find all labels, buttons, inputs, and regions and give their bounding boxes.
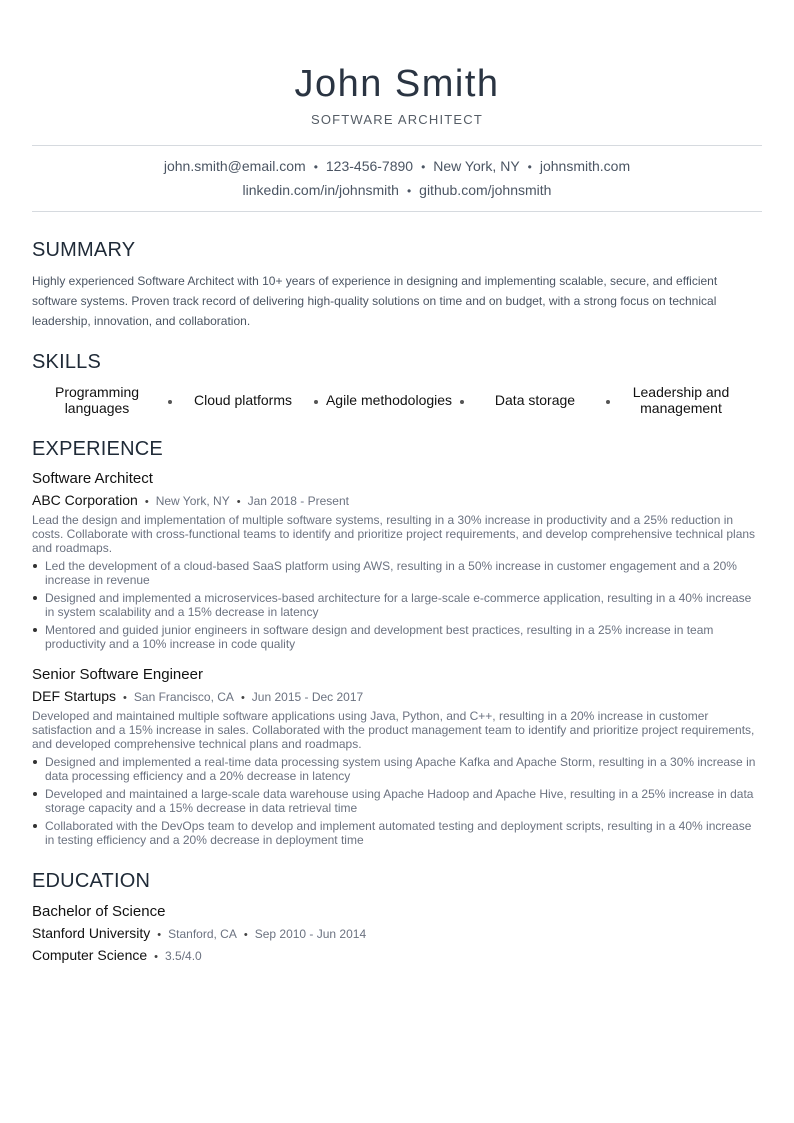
separator-dot: • [123,692,127,704]
separator-dot: • [154,951,159,963]
job-company: DEF Startups [32,688,117,704]
bullet-dot [33,596,37,600]
achievement-item [32,623,762,651]
job-location: San Francisco, CA [133,690,234,704]
candidate-role: SOFTWARE ARCHITECT [310,112,484,127]
experience-section [32,437,762,847]
separator-dot: • [240,692,245,704]
candidate-name: John Smith [294,63,500,105]
achievement-item [32,787,762,815]
job-meta [32,491,762,511]
bullet-dot [33,792,37,796]
job-description: Lead the design and implementation of multiple software systems, resulting in a 30% increase in productivity and a 25% reduction in costs. Collaborate with cross-functional teams to identify and prioritize project requirements, and develop comprehensive technical plans and roadmaps. [32,513,756,555]
job-achievements [32,755,762,847]
education-gpa: 3.5/4.0 [165,949,202,963]
job-achievements [32,559,762,651]
resume-header [32,0,762,128]
bullet-dot [33,628,37,632]
job-title: Senior Software Engineer [32,666,203,683]
job-company: ABC Corporation [32,492,138,508]
education-school-line [32,924,762,944]
bullet-dot [460,400,464,404]
contact-email[interactable]: john.smith@email.com [163,158,306,174]
separator-dot: • [236,496,241,508]
achievement-text: Developed and maintained a large-scale data warehouse using Apache Hadoop and Apache Hive, resulting in a 25% increase in data storage capacity and a 15% decrease in data retrieval time [45,787,754,815]
skills-heading: SKILLS [32,351,102,373]
separator-dot: • [527,160,532,174]
achievement-item [32,819,762,847]
experience-heading: EXPERIENCE [32,438,163,460]
contact-line-1 [32,155,762,179]
education-heading: EDUCATION [32,870,151,892]
bullet-dot [606,400,610,404]
contact-linkedin[interactable]: linkedin.com/in/johnsmith [242,182,399,198]
contact-line-2 [32,179,762,203]
contact-website[interactable]: johnsmith.com [539,158,631,174]
job-title: Software Architect [32,470,153,487]
education-major-line [32,946,762,966]
contact-github[interactable]: github.com/johnsmith [419,182,552,198]
skill-item: Agile methodologies [325,392,453,408]
contact-phone[interactable]: 123-456-7890 [325,158,414,174]
skill-item: Cloud platforms [193,392,293,408]
bullet-dot [33,564,37,568]
education-degree: Bachelor of Science [32,903,166,920]
separator-dot: • [144,496,149,508]
contact-info [32,145,762,212]
skill-item: Data storage [494,392,576,408]
achievement-text: Designed and implemented a real-time data processing system using Apache Kafka and Apache Storm, resulting in a 30% increase in data processing efficiency and a 20% decrease in latency [45,755,756,783]
achievement-text: Led the development of a cloud-based SaaS platform using AWS, resulting in a 50% increase in customer engagement and a 20% increase in revenue [45,559,737,587]
job-dates: Jan 2018 - Present [247,494,349,508]
separator-dot: • [243,929,248,941]
separator-dot: • [313,160,318,174]
contact-location: New York, NY [433,158,520,174]
bullet-dot [33,760,37,764]
job-description: Developed and maintained multiple software applications using Java, Python, and C++, resulting in a 20% increase in customer satisfaction and a 15% increase in sales. Collaborated with the product management team to identify and prioritize project requirements, and developed comprehensive technical plans and roadmaps. [32,709,755,751]
summary-text: Highly experienced Software Architect with 10+ years of experience in designing and implementing scalable, secure, and efficient software systems. Proven track record of delivering high-quality solutions on time and on budget, with a strong focus on technical leadership, innovation, and collaboration. [32,274,718,328]
separator-dot: • [421,160,426,174]
resume-page [32,0,762,966]
bullet-dot [314,400,318,404]
education-major: Computer Science [32,947,148,963]
education-section [32,869,762,966]
job-entry [32,665,762,847]
skill-separator [162,391,178,409]
separator-dot: • [406,184,412,198]
education-location: Stanford, CA [168,927,237,941]
summary-heading: SUMMARY [32,239,136,261]
achievement-item [32,591,762,619]
job-meta [32,687,762,707]
separator-dot: • [157,929,162,941]
bullet-dot [168,400,172,404]
education-dates: Sep 2010 - Jun 2014 [254,927,367,941]
skill-item: Programming languages [54,384,140,416]
achievement-item [32,559,762,587]
achievement-text: Collaborated with the DevOps team to develop and implement automated testing and deployment scripts, resulting in a 40% increase in testing efficiency and a 20% decrease in deployment time [45,819,752,847]
job-entry [32,469,762,651]
bullet-dot [33,824,37,828]
achievement-text: Designed and implemented a microservices-based architecture for a large-scale e-commerce application, resulting in a 40% increase in system scalability and a 15% decrease in latency [45,591,752,619]
achievement-text: Mentored and guided junior engineers in software design and development best practices, resulting in a 25% increase in team productivity and a 10% increase in code quality [45,623,714,651]
skills-section [32,350,762,417]
job-location: New York, NY [155,494,230,508]
summary-section [32,238,762,331]
skill-separator [454,391,470,409]
education-school: Stanford University [32,925,151,941]
job-dates: Jun 2015 - Dec 2017 [251,690,364,704]
skill-item: Leadership and management [632,384,730,416]
skill-separator [600,391,616,409]
achievement-item [32,755,762,783]
skills-list [32,383,762,417]
skill-separator [308,391,324,409]
